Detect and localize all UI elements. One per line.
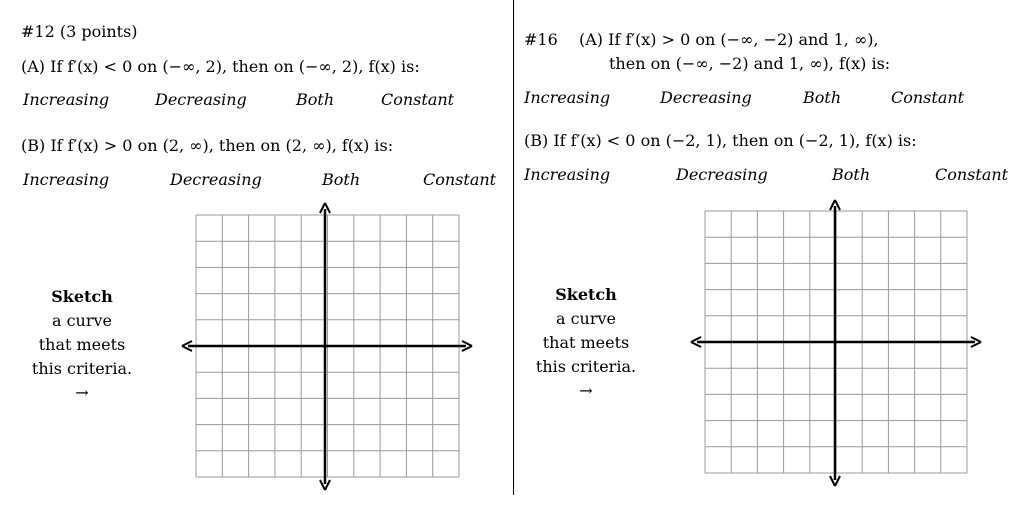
option-constant[interactable]: Constant: [935, 165, 1009, 184]
sketch-line: a curve: [51, 311, 113, 330]
problem-16-part-a: (A) If f′(x) > 0 on (−∞, −2) and 1, ∞),: [579, 30, 879, 49]
option-both[interactable]: Both: [803, 88, 842, 107]
option-both[interactable]: Both: [832, 165, 871, 184]
option-increasing[interactable]: Increasing: [524, 165, 611, 184]
problem-16-part-a-cont: then on (−∞, −2) and 1, ∞), f(x) is:: [609, 54, 891, 73]
option-decreasing[interactable]: Decreasing: [660, 88, 752, 107]
right-arrow-icon: →: [579, 381, 593, 400]
option-decreasing[interactable]: Decreasing: [676, 165, 768, 184]
option-increasing[interactable]: Increasing: [524, 88, 611, 107]
problem-12-title: #12 (3 points): [21, 22, 138, 41]
option-constant[interactable]: Constant: [423, 170, 497, 189]
problem-12-part-b: (B) If f′(x) > 0 on (2, ∞), then on (2, ∞), f(x) is:: [21, 136, 394, 155]
problem-16-part-b: (B) If f′(x) < 0 on (−2, 1), then on (−2, 1), f(x) is:: [524, 131, 917, 150]
problem-12-part-a: (A) If f′(x) < 0 on (−∞, 2), then on (−∞, 2), f(x) is:: [21, 57, 420, 76]
option-decreasing[interactable]: Decreasing: [155, 90, 247, 109]
option-decreasing[interactable]: Decreasing: [170, 170, 262, 189]
sketch-line: a curve: [555, 309, 617, 328]
sketch-line: that meets: [542, 333, 630, 352]
sketch-line: this criteria.: [535, 357, 637, 376]
right-arrow-icon: →: [75, 383, 89, 402]
option-constant[interactable]: Constant: [381, 90, 455, 109]
option-both[interactable]: Both: [322, 170, 361, 189]
sketch-heading: Sketch: [51, 287, 113, 306]
option-increasing[interactable]: Increasing: [23, 90, 110, 109]
option-increasing[interactable]: Increasing: [23, 170, 110, 189]
sketch-heading: Sketch: [555, 285, 617, 304]
problem-16-title: #16: [524, 30, 558, 49]
sketch-line: that meets: [38, 335, 126, 354]
sketch-line: this criteria.: [31, 359, 133, 378]
option-constant[interactable]: Constant: [891, 88, 965, 107]
option-both[interactable]: Both: [296, 90, 335, 109]
